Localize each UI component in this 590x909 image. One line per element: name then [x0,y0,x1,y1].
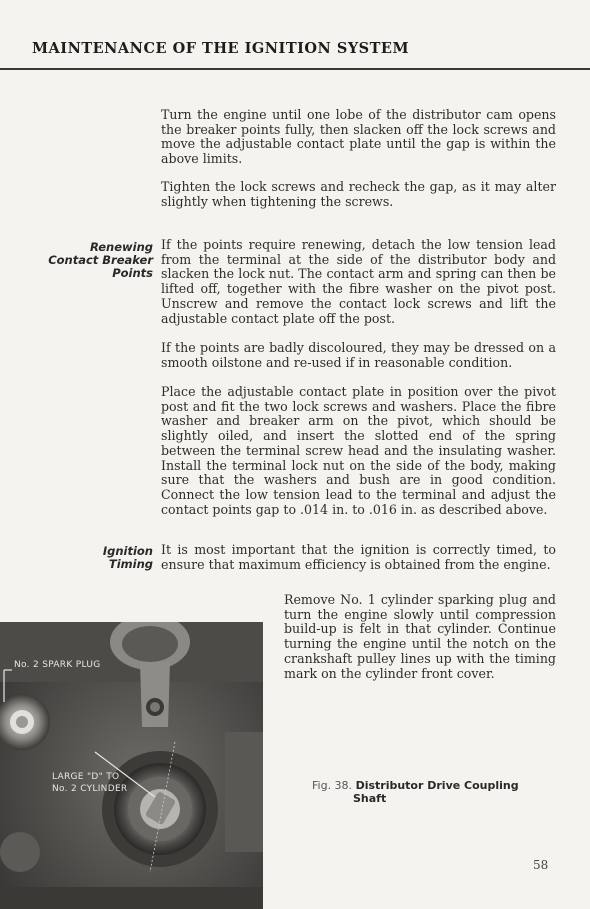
figure-title-continued: Shaft [353,792,387,805]
side-heading-line: Contact Breaker [48,253,153,267]
label-no2-cylinder: No. 2 CYLINDER [52,784,128,794]
figure-number: Fig. 38. [312,779,353,792]
side-heading-line: Points [112,266,153,280]
paragraph-discoloured: If the points are badly discoloured, they may be dressed on a smooth oilstone and re-used if in reasonable condition. [161,340,556,370]
figure-title: Distributor Drive Coupling [355,779,519,792]
side-heading-line: Ignition [102,544,153,558]
paragraph-renewing: If the points require renewing, detach the low tension lead from the terminal at the side of the distributor body and slacken the lock nut. The contact arm and spring can then be lifted off, together with the fibre washer on the pivot post. Unscrew and remove the contact lock screws and lift the adjustable contact plate off the post. [161,237,556,326]
figure-caption [312,779,562,805]
distributor-photo [0,622,263,909]
paragraph-timing-intro: It is most important that the ignition is correctly timed, to ensure that maximum efficiency is obtained from the engine. [161,542,556,572]
page-header: MAINTENANCE OF THE IGNITION SYSTEM [32,40,410,57]
side-heading-line: Renewing [89,240,153,254]
page-number: 58 [533,858,549,872]
side-heading-renewing [48,241,153,280]
paragraph-install: Place the adjustable contact plate in position over the pivot post and fit the two lock screws and washers. Place the fibre washer and breaker arm on the pivot, which should be slightly oiled, and insert the slotted end of the spring between the terminal screw head and the insulating washer. Install the terminal lock nut on the side of the body, making sure that the washers and bush are in good condition. Connect the low tension lead to the terminal and adjust the contact points gap to .014 in. to .016 in. as described above. [161,384,556,517]
paragraph-tighten: Tighten the lock screws and recheck the gap, as it may alter slightly when tightening the screws. [161,179,556,209]
side-heading-timing [103,545,153,571]
paragraph-gap-adjust: Turn the engine until one lobe of the distributor cam opens the breaker points fully, then slacken off the lock screws and move the adjustable contact plate until the gap is within the above limits. [161,107,556,167]
paragraph-timing-steps: Remove No. 1 cylinder sparking plug and turn the engine slowly until compression build-up is felt in that cylinder. Continue turning the engine until the notch on the crankshaft pulley lines up with the timing mark on the cylinder front cover. [284,592,556,681]
header-rule [0,68,590,70]
label-large-d: LARGE "D" TO [52,772,120,782]
side-heading-line: Timing [108,557,153,571]
label-spark-plug: No. 2 SPARK PLUG [14,660,101,670]
